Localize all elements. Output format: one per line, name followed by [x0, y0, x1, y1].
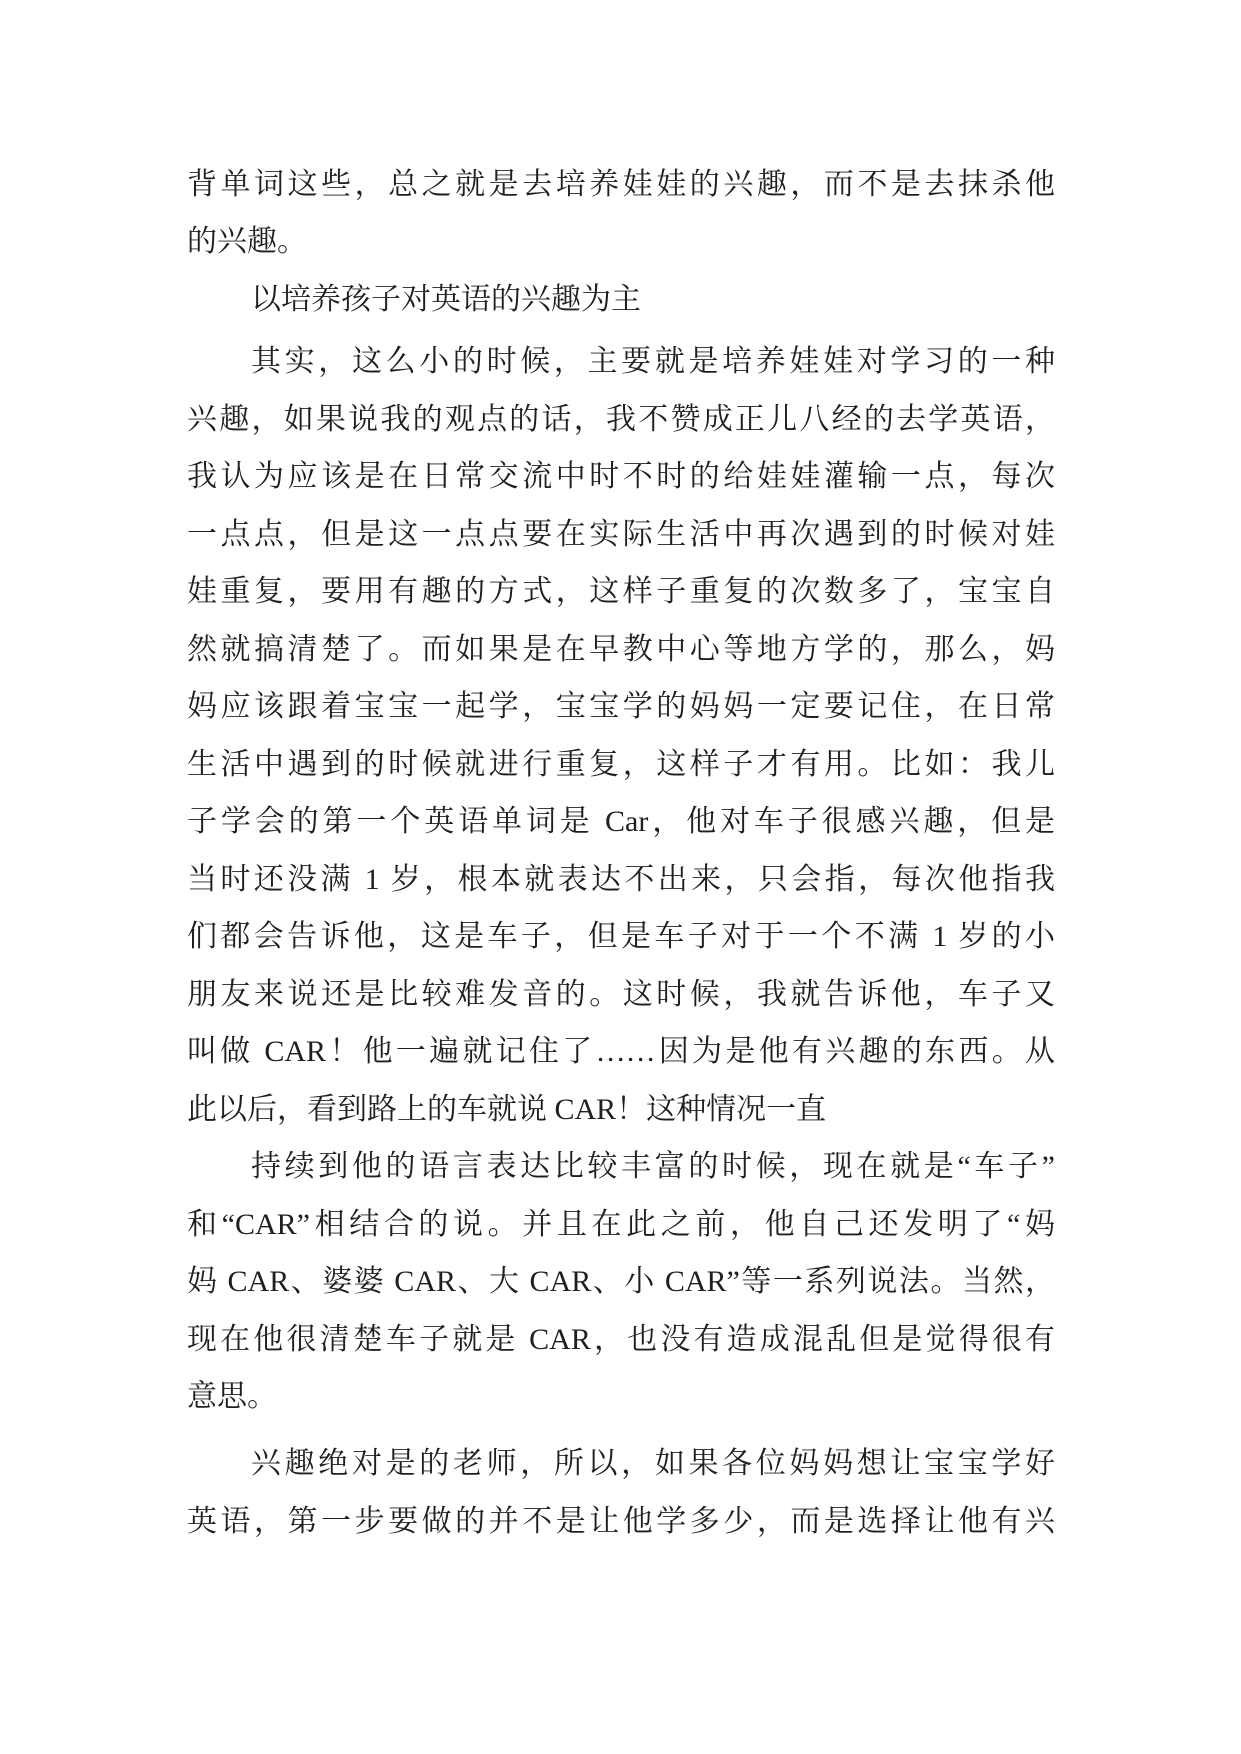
text-line: 和“CAR”相结合的说。并且在此之前，他自己还发明了“妈 [187, 1208, 1055, 1241]
text-line: 子学会的第一个英语单词是 Car，他对车子很感兴趣，但是 [187, 805, 1055, 838]
text-line: 朋友来说还是比较难发音的。这时候，我就告诉他，车子又 [187, 978, 1055, 1011]
text-line: 意思。 [187, 1380, 277, 1413]
text-line: 英语，第一步要做的并不是让他学多少，而是选择让他有兴 [187, 1505, 1055, 1538]
text-line: 当时还没满 1 岁，根本就表达不出来，只会指，每次他指我 [187, 863, 1055, 896]
text-line: 生活中遇到的时候就进行重复，这样子才有用。比如：我儿 [187, 748, 1055, 781]
text-line: 娃重复，要用有趣的方式，这样子重复的次数多了，宝宝自 [187, 575, 1055, 608]
text-line: 其实，这么小的时候，主要就是培养娃娃对学习的一种 [251, 345, 1055, 378]
text-line: 此以后，看到路上的车就说 CAR！这种情况一直 [187, 1093, 827, 1126]
text-line: 我认为应该是在日常交流中时不时的给娃娃灌输一点，每次 [187, 460, 1055, 493]
text-line: 妈应该跟着宝宝一起学，宝宝学的妈妈一定要记住，在日常 [187, 690, 1055, 723]
text-line: 然就搞清楚了。而如果是在早教中心等地方学的，那么，妈 [187, 633, 1055, 666]
text-line: 们都会告诉他，这是车子，但是车子对于一个不满 1 岁的小 [187, 920, 1055, 953]
text-line: 一点点，但是这一点点要在实际生活中再次遇到的时候对娃 [187, 518, 1055, 551]
text-line: 妈 CAR、婆婆 CAR、大 CAR、小 CAR”等一系列说法。当然， [187, 1265, 1055, 1298]
text-line: 叫做 CAR！他一遍就记住了……因为是他有兴趣的东西。从 [187, 1035, 1055, 1068]
section-heading: 以培养孩子对英语的兴趣为主 [251, 283, 641, 316]
text-line: 现在他很清楚车子就是 CAR，也没有造成混乱但是觉得很有 [187, 1323, 1055, 1356]
text-line: 的兴趣。 [187, 225, 307, 258]
text-line: 持续到他的语言表达比较丰富的时候，现在就是“车子” [251, 1150, 1055, 1183]
text-line: 背单词这些，总之就是去培养娃娃的兴趣，而不是去抹杀他 [187, 168, 1055, 201]
text-line: 兴趣绝对是的老师，所以，如果各位妈妈想让宝宝学好 [251, 1447, 1055, 1480]
text-line: 兴趣，如果说我的观点的话，我不赞成正儿八经的去学英语， [187, 403, 1055, 436]
